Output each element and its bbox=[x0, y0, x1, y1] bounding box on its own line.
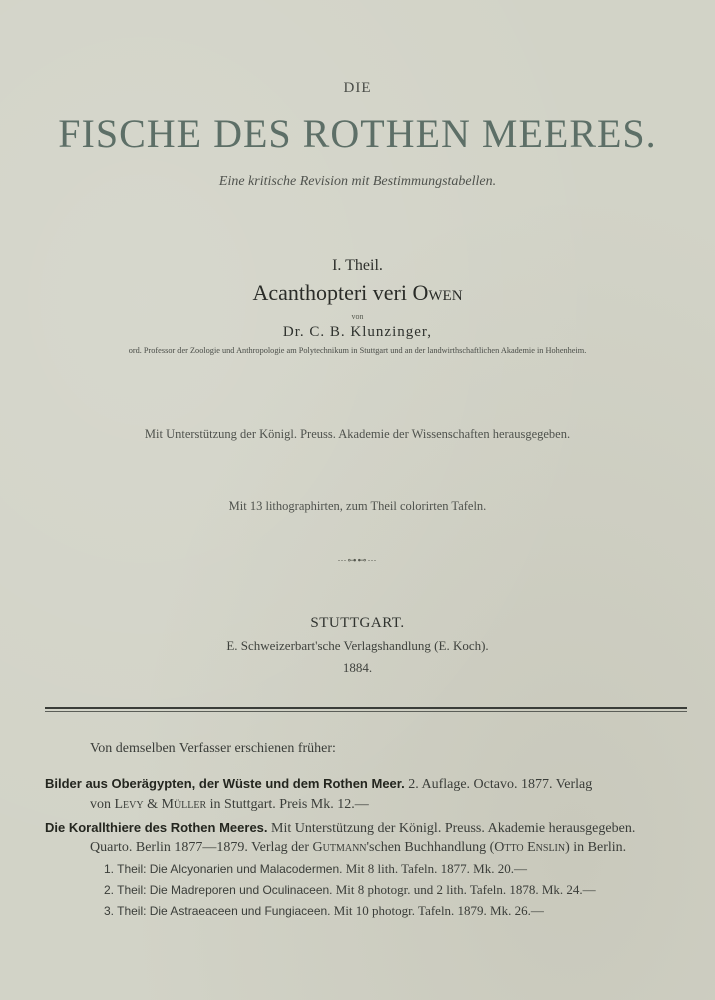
part-number: I. Theil. bbox=[332, 257, 383, 274]
book2-info: Mit Unterstützung der Königl. Preuss. Akademie herausgegeben. bbox=[271, 821, 636, 836]
plates-note: Mit 13 lithographirten, zum Theil colorirten Tafeln. bbox=[228, 499, 487, 513]
book1-line2 bbox=[90, 797, 369, 813]
imprint-city: STUTTGART. bbox=[310, 615, 405, 631]
book2-part3 bbox=[104, 903, 544, 919]
von-label: von bbox=[351, 312, 364, 321]
book2-city: ) in Berlin. bbox=[565, 840, 627, 855]
book1-info: 2. Auflage. Octavo. 1877. Verlag bbox=[408, 777, 593, 792]
author-name: Dr. C. B. Klunzinger, bbox=[282, 324, 433, 340]
part2-name: Die Madreporen und Oculinaceen. bbox=[149, 883, 333, 897]
book2-line2 bbox=[90, 840, 626, 856]
part3-no: 3. Theil: bbox=[104, 904, 147, 918]
part1-name: Die Alcyonarien und Malacodermen. bbox=[149, 862, 343, 876]
book1-publisher: Levy & Müller bbox=[114, 797, 207, 812]
imprint-year: 1884. bbox=[342, 660, 373, 675]
die-heading: DIE bbox=[343, 80, 372, 96]
book2-title: Die Korallthiere des Rothen Meeres. bbox=[45, 820, 268, 835]
book2-part1 bbox=[104, 861, 527, 877]
divider-thin bbox=[45, 711, 687, 712]
book1-von: von bbox=[90, 797, 111, 812]
part3-info: Mit 10 photogr. Tafeln. 1879. Mk. 26.— bbox=[333, 903, 544, 918]
ads-intro: Von demselben Verfasser erschienen früher: bbox=[90, 741, 336, 756]
part1-info: Mit 8 lith. Tafeln. 1877. Mk. 20.— bbox=[345, 861, 527, 876]
part-title bbox=[0, 280, 715, 306]
main-title: FISCHE DES ROTHEN MEERES. bbox=[58, 111, 657, 156]
book2-publisher-suffix: 'schen Buchhandlung ( bbox=[366, 840, 495, 855]
subtitle: Eine kritische Revision mit Bestimmungstabellen. bbox=[218, 174, 497, 189]
imprint-publisher: E. Schweizerbart'sche Verlagshandlung (E. Koch). bbox=[226, 638, 489, 653]
group-name: Acanthopteri veri bbox=[252, 280, 407, 305]
author-title: ord. Professor der Zoologie und Anthropologie am Polytechnikum in Stuttgart und an der landwirthschaftlichen Akademie in Hohenheim. bbox=[128, 346, 587, 355]
support-note: Mit Unterstützung der Königl. Preuss. Akademie der Wissenschaften herausgegeben. bbox=[144, 427, 571, 441]
book2-format: Quarto. Berlin 1877—1879. Verlag der bbox=[90, 840, 310, 855]
part2-info: Mit 8 photogr. und 2 lith. Tafeln. 1878. Mk. 24.— bbox=[335, 882, 596, 897]
book1-title: Bilder aus Oberägypten, der Wüste und dem Rothen Meer. bbox=[45, 776, 405, 791]
part3-name: Die Astraeaceen und Fungiaceen. bbox=[149, 904, 331, 918]
part2-no: 2. Theil: bbox=[104, 883, 147, 897]
book1-price: in Stuttgart. Preis Mk. 12.— bbox=[209, 797, 369, 812]
group-author: Owen bbox=[412, 280, 463, 305]
part1-no: 1. Theil: bbox=[104, 862, 147, 876]
divider bbox=[45, 707, 687, 709]
book2-part2 bbox=[104, 882, 596, 898]
book2-publisher: Gutmann bbox=[312, 840, 367, 855]
ornament: ⋯⊶⊷⋯ bbox=[337, 555, 378, 565]
book1-line1 bbox=[45, 776, 592, 793]
book2-publisher2: Otto Enslin bbox=[494, 840, 566, 855]
book2-line1 bbox=[45, 820, 635, 837]
